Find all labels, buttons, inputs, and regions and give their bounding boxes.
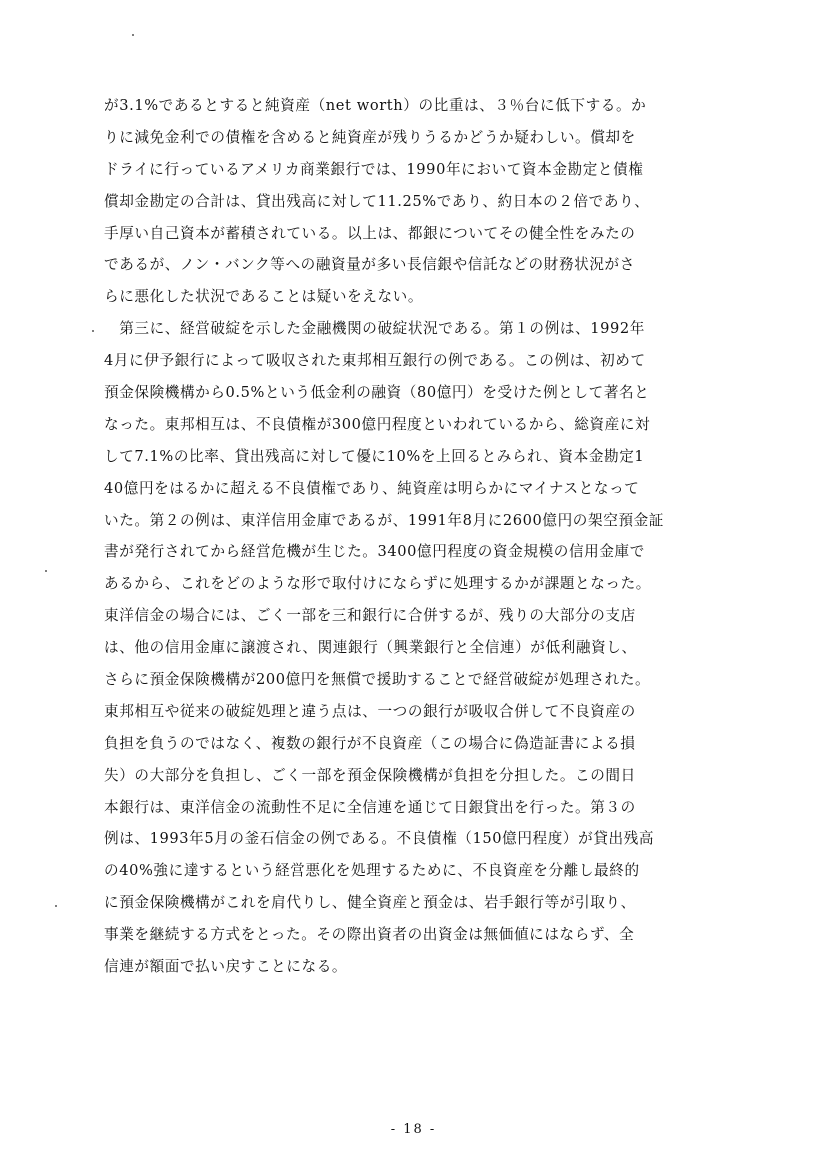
- text-line: さらに預金保険機構が200億円を無償で援助することで経営破綻が処理された。: [104, 671, 651, 689]
- text-line: 書が発行されてから経営危機が生じた。3400億円程度の資金規模の信用金庫で: [104, 543, 645, 561]
- text-line: であるが、ノン・バンク等への融資量が多い長信銀や信託などの財務状況がさ: [104, 256, 635, 274]
- text-line: 失）の大部分を負担し、ごく一部を預金保険機構が負担を分担した。この間日: [104, 766, 636, 784]
- text-line: 償却金勘定の合計は、貸出残高に対して11.25%であり、約日本の２倍であり、: [104, 192, 650, 210]
- scan-speck: [92, 330, 94, 332]
- text-line: ドライに行っているアメリカ商業銀行では、1990年において資本金勘定と債権: [104, 160, 644, 178]
- text-line: 例は、1993年5月の釜石信金の例である。不良債権（150億円程度）が貸出残高: [104, 830, 655, 848]
- text-line: に預金保険機構がこれを肩代りし、健全資産と預金は、岩手銀行等が引取り、: [104, 894, 636, 912]
- text-line: 4月に伊予銀行によって吸収された東邦相互銀行の例である。この例は、初めて: [104, 352, 646, 370]
- text-line: して7.1%の比率、貸出残高に対して優に10%を上回るとみられ、資本金勘定1: [104, 447, 645, 465]
- text-line: なった。東邦相互は、不良債権が300億円程度といわれているから、総資産に対: [104, 415, 651, 433]
- scan-speck: [45, 570, 47, 572]
- text-line: あるから、これをどのような形で取付けにならずに処理するかが課題となった。: [104, 575, 651, 593]
- text-line: が3.1%であるとすると純資産（net worth）の比重は、３％台に低下する。か: [104, 97, 647, 114]
- text-line: の40%強に達するという経営悪化を処理するために、不良資産を分離し最終的: [104, 862, 640, 880]
- text-line: 事業を継続する方式をとった。その際出資者の出資金は無価値にはならず、全: [104, 926, 635, 944]
- text-line: りに減免金利での債権を含めると純資産が残りうるかどうか疑わしい。償却を: [104, 128, 636, 146]
- scan-speck: [55, 905, 57, 907]
- scan-speck: [132, 34, 134, 36]
- text-line: 本銀行は、東洋信金の流動性不足に全信連を通じて日銀貸出を行った。第３の: [104, 798, 636, 816]
- text-line: 預金保険機構から0.5%という低金利の融資（80億円）を受けた例として著名と: [104, 384, 650, 402]
- text-line: 東洋信金の場合には、ごく一部を三和銀行に合併するが、残りの大部分の支店: [104, 607, 636, 625]
- text-line: 手厚い自己資本が蓄積されている。以上は、都銀についてその健全性をみたの: [104, 224, 636, 242]
- text-line: 信連が額面で払い戻すことになる。: [104, 958, 348, 976]
- text-line: いた。第２の例は、東洋信用金庫であるが、1991年8月に2600億円の架空預金証: [104, 511, 664, 529]
- text-line: 40億円をはるかに超える不良債権であり、純資産は明らかにマイナスとなって: [104, 479, 640, 497]
- text-line: は、他の信用金庫に譲渡され、関連銀行（興業銀行と全信連）が低利融資し、: [104, 639, 637, 657]
- body-text: [104, 90, 744, 983]
- text-line: らに悪化した状況であることは疑いをえない。: [104, 288, 424, 306]
- text-line: 第三に、経営破綻を示した金融機関の破綻状況である。第１の例は、1992年: [104, 320, 645, 338]
- text-line: 東邦相互や従来の破綻処理と違う点は、一つの銀行が吸収合併して不良資産の: [104, 702, 636, 720]
- page-number: - 18 -: [390, 1122, 437, 1137]
- text-line: 負担を負うのではなく、複数の銀行が不良資産（この場合に偽造証書による損: [104, 734, 636, 752]
